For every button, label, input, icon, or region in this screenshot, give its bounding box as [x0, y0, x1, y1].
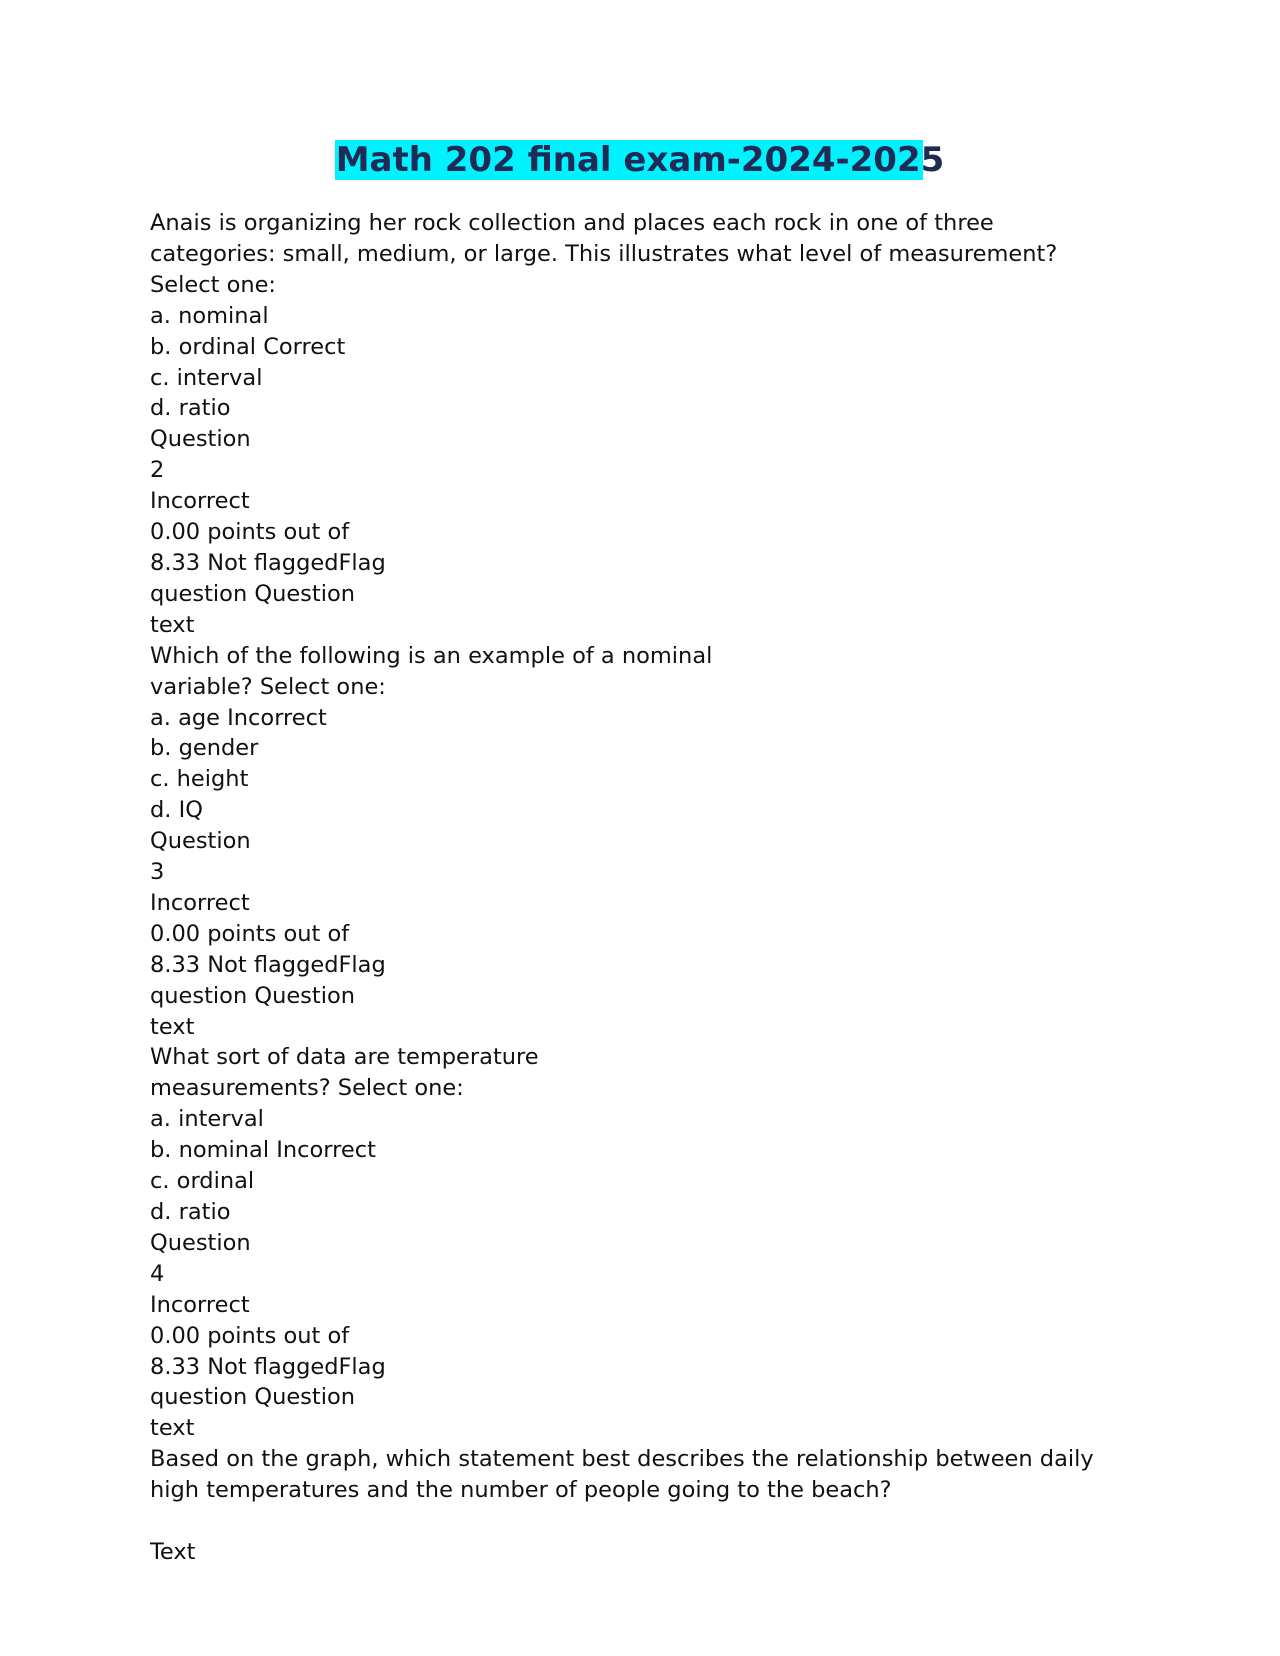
- q2-points: 0.00 points out of: [150, 519, 350, 546]
- q2-option-c: c. height: [150, 766, 249, 793]
- q4-text-line-2: high temperatures and the number of people going to the beach?: [150, 1477, 892, 1504]
- q3-option-b: b. nominal Incorrect: [150, 1137, 376, 1164]
- q3-text-word: text: [150, 1013, 195, 1040]
- q3-label: Question: [150, 828, 251, 855]
- q2-flag: 8.33 Not flaggedFlag: [150, 549, 386, 576]
- q4-text-line-1: Based on the graph, which statement best describes the relationship between daily: [150, 1446, 1094, 1473]
- q1-option-b: b. ordinal Correct: [150, 333, 346, 360]
- q2-label: Question: [150, 426, 251, 453]
- page-title: Math 202 final exam-2024-2025: [335, 140, 945, 180]
- q2-question-text-label: question Question: [150, 580, 355, 607]
- q4-label: Question: [150, 1229, 251, 1256]
- q4-question-text-label: question Question: [150, 1384, 355, 1411]
- document-body: [150, 208, 1150, 1568]
- q2-status: Incorrect: [150, 488, 250, 515]
- q3-status: Incorrect: [150, 889, 250, 916]
- q4-trailing-text: Text: [150, 1538, 196, 1565]
- blank-line: [150, 1506, 1150, 1537]
- q3-text-line-2: measurements? Select one:: [150, 1075, 464, 1102]
- q4-status: Incorrect: [150, 1291, 250, 1318]
- q3-text-line-1: What sort of data are temperature: [150, 1044, 539, 1071]
- q2-number: 2: [150, 457, 165, 484]
- q2-option-d: d. IQ: [150, 797, 203, 824]
- q3-flag: 8.33 Not flaggedFlag: [150, 951, 386, 978]
- q3-option-a: a. interval: [150, 1106, 264, 1133]
- q3-question-text-label: question Question: [150, 982, 355, 1009]
- q1-text-line-2: categories: small, medium, or large. This illustrates what level of measurement?: [150, 240, 1058, 267]
- q1-select-one: Select one:: [150, 271, 277, 298]
- q4-text-word: text: [150, 1415, 195, 1442]
- q3-points: 0.00 points out of: [150, 920, 350, 947]
- q2-text-line-2: variable? Select one:: [150, 673, 386, 700]
- q2-option-b: b. gender: [150, 735, 259, 762]
- q1-text-line-1: Anais is organizing her rock collection and places each rock in one of three: [150, 210, 994, 236]
- q3-option-d: d. ratio: [150, 1199, 231, 1225]
- q3-number: 3: [150, 859, 165, 886]
- title-container: [0, 140, 1280, 180]
- q1-option-a: a. nominal: [150, 302, 269, 329]
- q1-option-c: c. interval: [150, 364, 263, 391]
- q1-option-d: d. ratio: [150, 395, 231, 422]
- q2-text-word: text: [150, 611, 195, 638]
- q3-option-c: c. ordinal: [150, 1168, 255, 1195]
- q4-points: 0.00 points out of: [150, 1322, 350, 1349]
- q4-flag: 8.33 Not flaggedFlag: [150, 1353, 386, 1380]
- q4-number: 4: [150, 1260, 165, 1287]
- q2-text-line-1: Which of the following is an example of a nominal: [150, 642, 713, 669]
- q2-option-a: a. age Incorrect: [150, 704, 327, 731]
